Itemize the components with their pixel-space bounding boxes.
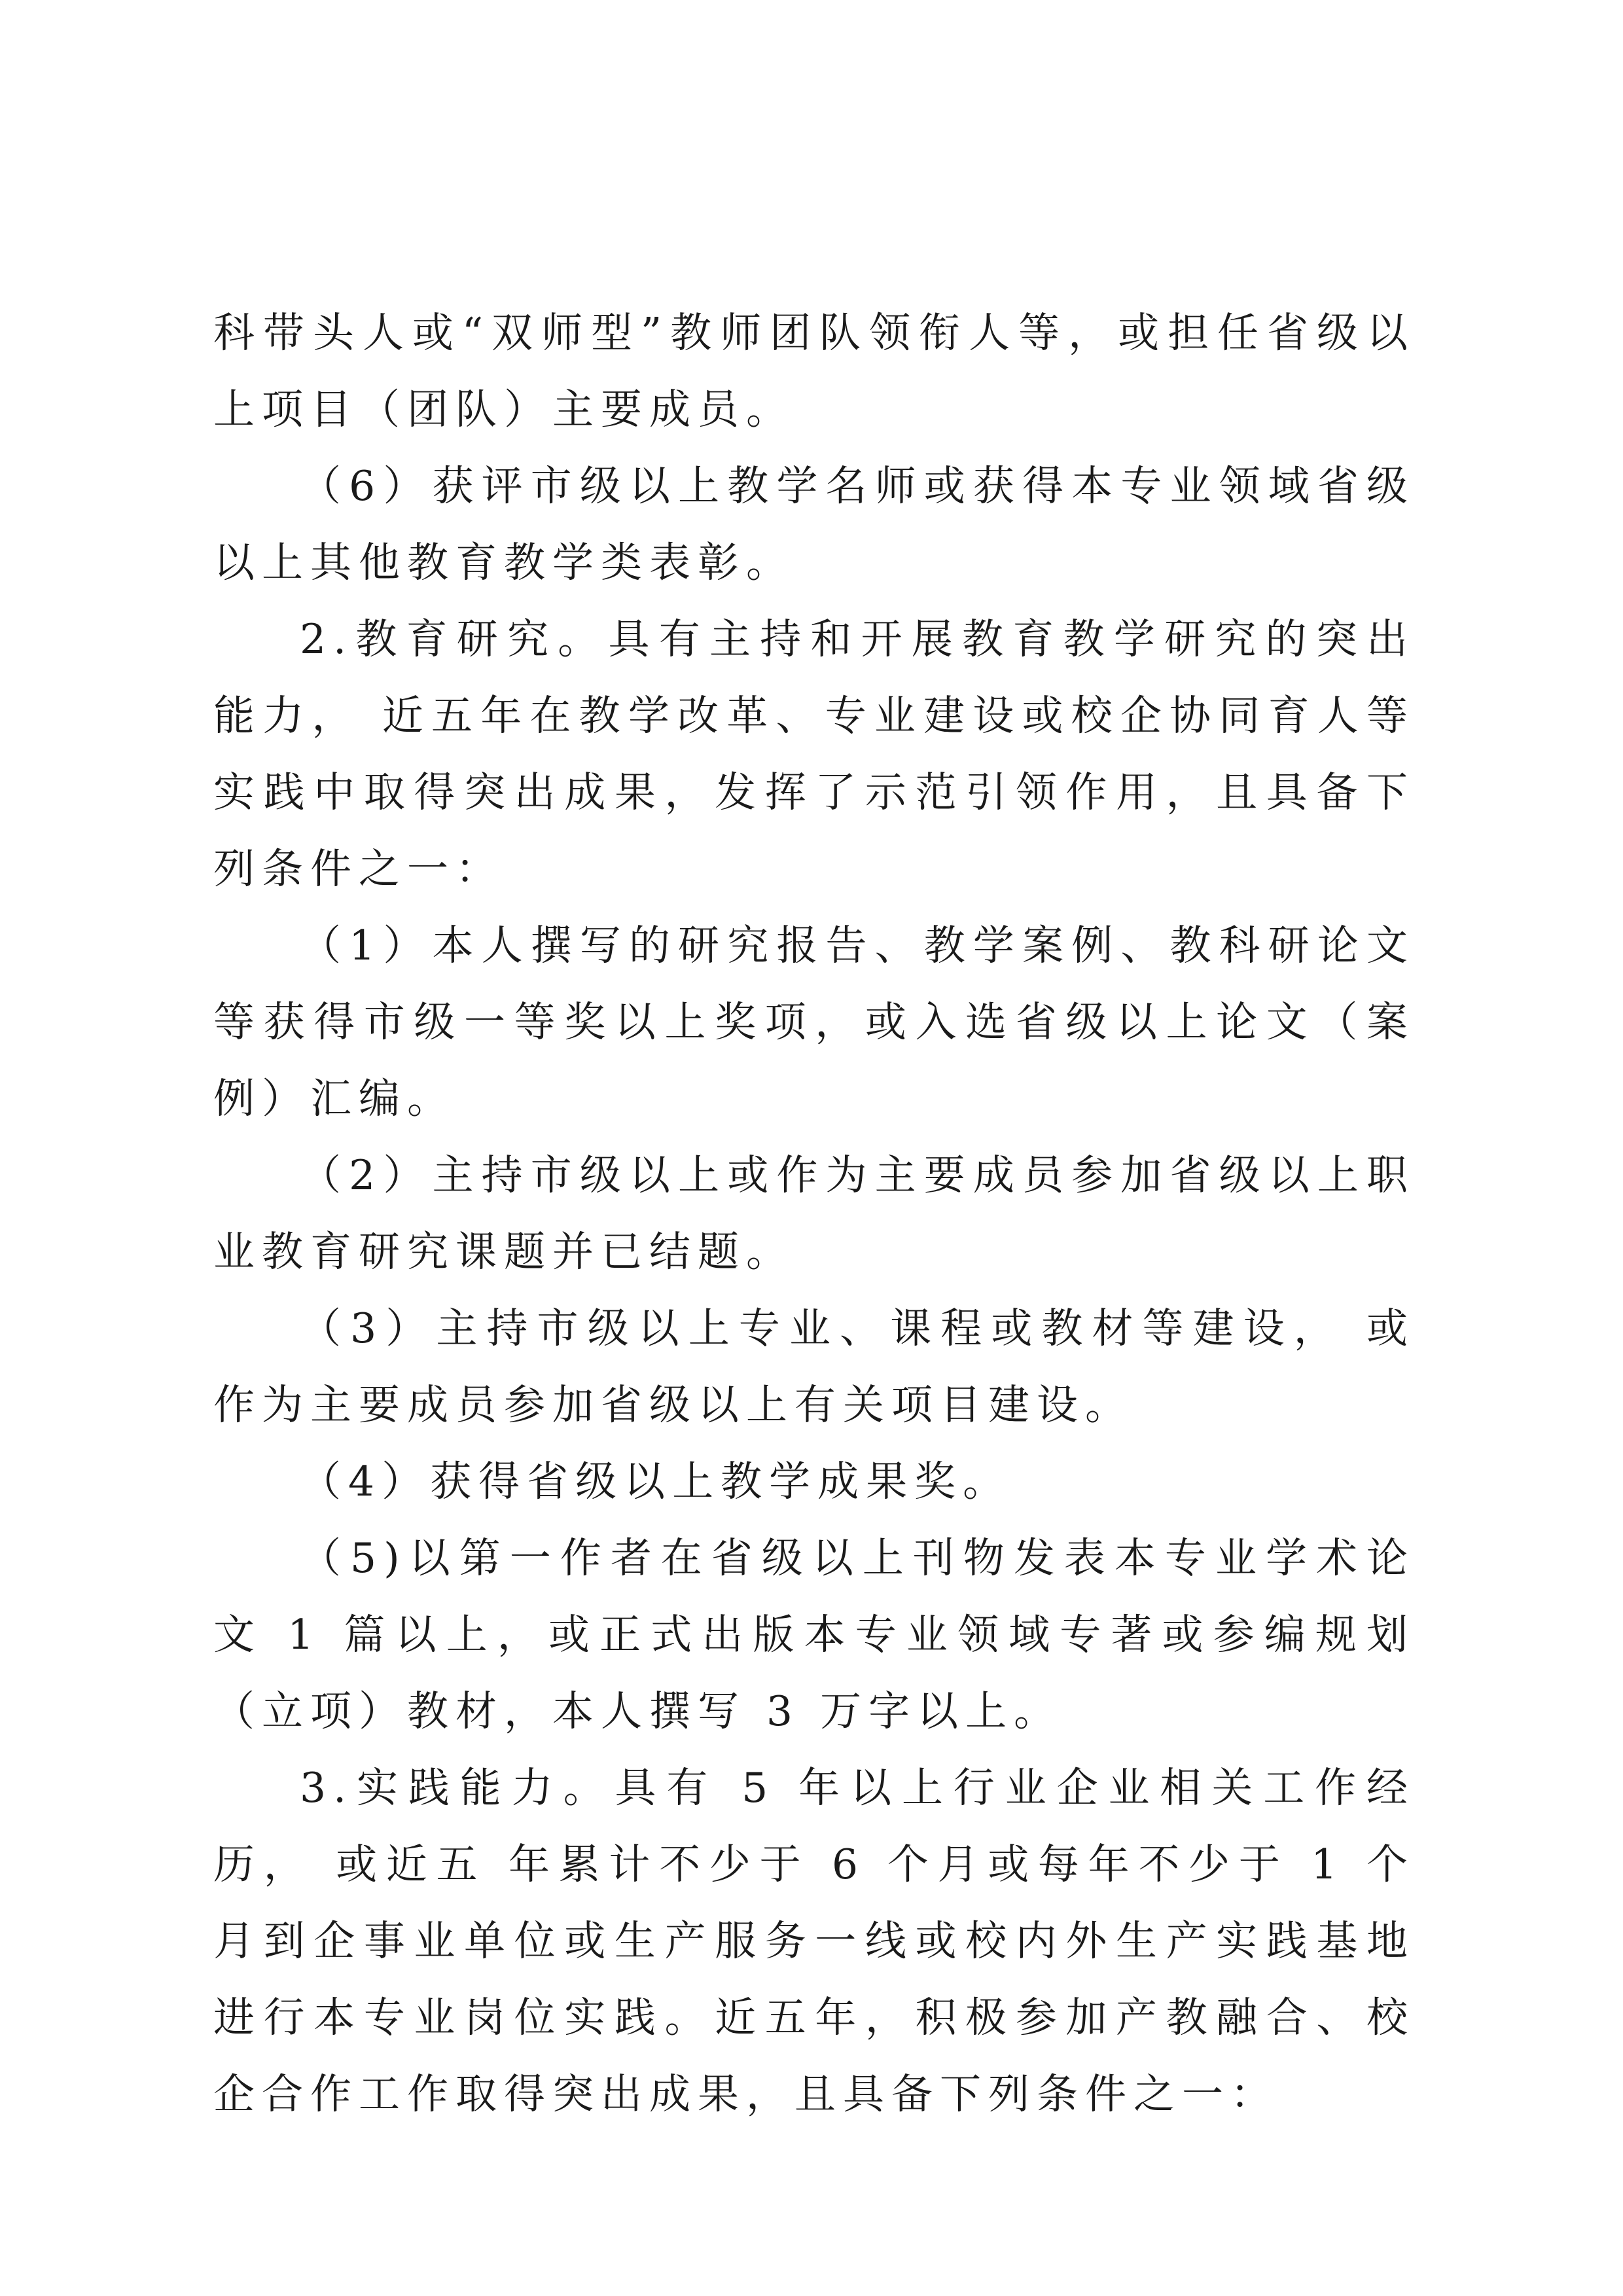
paragraph-leader-qualification-continued: 科带头人或“双师型”教师团队领衔人等，或担任省级以上项目（团队）主要成员。 xyxy=(213,309,1415,433)
document-body xyxy=(213,295,1415,2132)
paragraph-item-6-honors: （6）获评市级以上教学名师或获得本专业领域省级以上其他教育教学类表彰。 xyxy=(213,462,1415,586)
paragraph-practice-ability-heading: 3.实践能力。具有 5 年以上行业企业相关工作经历， 或近五 年累计不少于 6 个月或每年不少于 1 个月到企事业单位或生产服务一线或校内外生产实践基地进行本专业岗位实践。近五年，积极参加产教融合、校企合作工作取得突出成果，且具备下列条件之一： xyxy=(213,1764,1415,2118)
paragraph-research-item-2: （2）主持市级以上或作为主要成员参加省级以上职业教育研究课题并已结题。 xyxy=(213,1151,1415,1276)
paragraph-research-item-1: （1）本人撰写的研究报告、教学案例、教科研论文等获得市级一等奖以上奖项，或入选省级以上论文（案例）汇编。 xyxy=(213,922,1415,1122)
paragraph-research-item-4: （4）获得省级以上教学成果奖。 xyxy=(300,1458,1012,1505)
paragraph-research-item-5: （5)以第一作者在省级以上刊物发表本专业学术论文 1 篇以上，或正式出版本专业领域专著或参编规划（立项）教材，本人撰写 3 万字以上。 xyxy=(213,1534,1415,1735)
paragraph-research-item-3: （3）主持市级以上专业、课程或教材等建设， 或作为主要成员参加省级以上有关项目建设。 xyxy=(213,1304,1415,1429)
paragraph-education-research-heading: 2.教育研究。具有主持和开展教育教学研究的突出能力， 近五年在教学改革、专业建设或校企协同育人等实践中取得突出成果，发挥了示范引领作用，且具备下列条件之一： xyxy=(213,615,1415,893)
